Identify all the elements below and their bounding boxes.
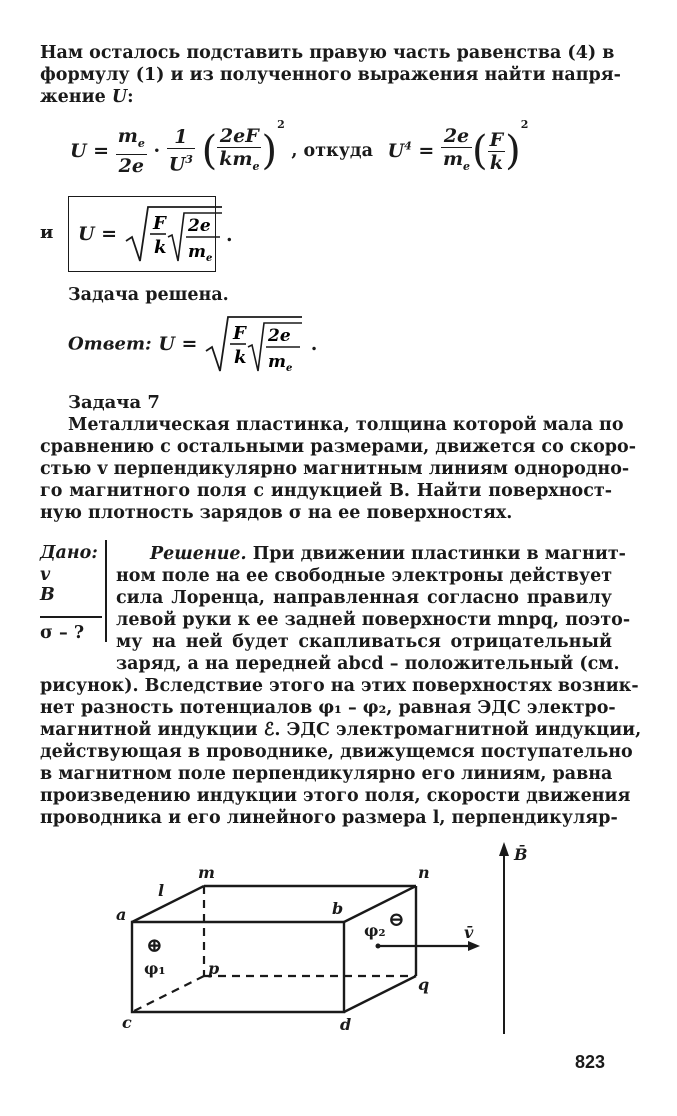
- label-l: l: [158, 881, 165, 900]
- label-b: b: [332, 899, 344, 918]
- fraction-me-2e: [116, 125, 147, 178]
- answer-nested-radical: [204, 313, 304, 375]
- solution-line-11: произведению индукции этого поля, скорости движения: [40, 786, 631, 806]
- answer-inner-num: 2e: [268, 326, 291, 346]
- rhs-frac-den: m: [442, 147, 464, 170]
- task-7-line-4: го магнитного поля с индукцией B. Найти поверхност-: [40, 481, 612, 501]
- fraction-F-k: [488, 129, 506, 174]
- frac-num-2eF: 2eF: [217, 125, 261, 148]
- formula-1-lhs: U =: [70, 140, 110, 162]
- frac-den-2e: 2e: [118, 155, 144, 178]
- given-find: σ – ?: [40, 623, 85, 643]
- frac-num-sub: e: [137, 136, 145, 150]
- intro-line-3-end: :: [127, 87, 134, 107]
- solution-line-1-rest: При движении пластинки в магнит-: [252, 544, 626, 564]
- page-number: 823: [574, 1052, 605, 1072]
- boxed-lhs: U =: [78, 223, 118, 245]
- multiply-dot: ·: [153, 140, 161, 162]
- answer-label: Ответ:: [68, 333, 152, 355]
- frac-den-sub: e: [252, 159, 260, 173]
- rhs-frac-den-sub: e: [463, 159, 471, 173]
- label-n: n: [418, 863, 430, 882]
- right-paren: ): [261, 128, 278, 174]
- label-phi-1: φ₁: [144, 959, 166, 978]
- task-solved: Задача решена.: [68, 285, 229, 305]
- label-c: c: [122, 1013, 132, 1032]
- rhs-paren-den: k: [489, 151, 503, 174]
- frac-num-1: 1: [167, 126, 195, 149]
- minus-charge-icon: ⊖: [388, 907, 405, 931]
- word-otkuda: , откуда: [291, 141, 373, 161]
- solution-line-9: действующая в проводнике, движущемся поступательно: [40, 742, 633, 762]
- frac-den-sup: 3: [185, 153, 193, 167]
- solution-line-7: нет разность потенциалов φ₁ – φ₂, равная ЭДС электро-: [40, 698, 616, 718]
- solution-indent-line-3: левой руки к ее задней поверхности mnpq, поэто-: [116, 610, 631, 630]
- rhs-u: U: [387, 140, 405, 163]
- label-v: v̄: [464, 923, 474, 942]
- solution-indent-line-2: сила Лоренца, направленная согласно правилу: [116, 588, 612, 608]
- task-7-line-3: стью v перпендикулярно магнитным линиям однородно-: [40, 459, 630, 479]
- label-d: d: [340, 1015, 352, 1034]
- solution-indent-line-4: му на ней будет скапливаться отрицательный: [116, 632, 612, 652]
- rhs-eq: =: [418, 140, 435, 162]
- frac-den-u: U: [168, 153, 186, 176]
- edge-p-c: [132, 976, 204, 1012]
- task-7-line-5: ную плотность зарядов σ на ее поверхностях.: [40, 503, 513, 523]
- given-vertical-rule: [105, 540, 107, 642]
- solution-label: Решение.: [150, 544, 247, 564]
- task-7-title: Задача 7: [68, 392, 160, 413]
- label-p: p: [208, 959, 220, 978]
- label-phi-2: φ₂: [364, 921, 386, 940]
- solution-line-8: магнитной индукции ℰ. ЭДС электромагнитной индукции,: [40, 720, 642, 740]
- intro-line-2: формулу (1) и из полученного выражения найти напря-: [40, 65, 621, 85]
- solution-line-6: рисунок). Вследствие этого на этих поверхностях возник-: [40, 676, 639, 696]
- solution-indent-line-1: ном поле на ее свободные электроны действует: [116, 566, 613, 586]
- velocity-arrow: [376, 941, 481, 951]
- solution-indent-line-5: заряд, а на передней abcd – положительный (см.: [116, 654, 620, 674]
- solution-line-1: [150, 543, 626, 565]
- plus-charge-icon: ⊕: [146, 933, 163, 957]
- label-q: q: [418, 975, 430, 994]
- given-divider: [40, 616, 102, 618]
- boxed-prefix-i: и: [40, 222, 54, 243]
- boxed-inner-num: 2e: [187, 216, 211, 236]
- boxed-formula: [78, 203, 224, 265]
- answer-inner-den: m: [268, 352, 287, 372]
- intro-line-1: Нам осталось подставить правую часть равенства (4) в: [40, 43, 615, 63]
- rhs-u-sup: 4: [404, 139, 412, 153]
- edge-d-q: [344, 976, 416, 1012]
- answer-outer-num: F: [233, 323, 246, 344]
- rhs-left-paren: (: [472, 128, 488, 174]
- edge-a-m: [132, 886, 204, 922]
- formula-1: [70, 118, 528, 177]
- rhs-right-paren: ): [505, 128, 521, 174]
- frac-num-m: m: [117, 124, 138, 147]
- answer-inner-den-sub: e: [286, 363, 293, 374]
- plate-box: [132, 886, 416, 1012]
- task-7-line-1: Металлическая пластинка, толщина которой мала по: [68, 415, 624, 435]
- b-field-arrow: [499, 842, 509, 1034]
- frac-den-km: km: [219, 147, 253, 170]
- boxed-suffix: .: [226, 224, 233, 246]
- fraction-2eF-kme: [217, 125, 261, 178]
- fraction-2e-me: [441, 125, 472, 178]
- boxed-outer-den: k: [153, 237, 167, 258]
- solution-line-10: в магнитном поле перпендикулярно его линиям, равна: [40, 764, 613, 784]
- edge-b-n: [344, 886, 416, 922]
- fraction-1-u3: [167, 126, 195, 175]
- label-a: a: [116, 905, 127, 924]
- hidden-edges: [132, 886, 416, 1012]
- rhs-paren-num: F: [489, 128, 504, 151]
- boxed-inner-den-sub: e: [205, 253, 213, 264]
- plate-figure: [100, 834, 540, 1044]
- boxed-outer-num: F: [152, 213, 166, 234]
- answer-lhs: U =: [158, 333, 198, 355]
- left-paren: (: [201, 128, 218, 174]
- task-7-line-2: сравнению с остальными размерами, движется со скоро-: [40, 437, 636, 457]
- rhs-frac-num: 2e: [441, 125, 472, 148]
- answer-suffix: .: [310, 333, 318, 355]
- intro-line-3: [40, 86, 612, 108]
- boxed-inner-den: m: [187, 242, 206, 262]
- intro-var-u: U: [111, 87, 128, 107]
- answer-outer-den: k: [234, 347, 247, 368]
- nested-radical: [124, 203, 224, 265]
- given-b: B: [40, 585, 55, 605]
- rhs-power-2: 2: [520, 118, 529, 131]
- intro-line-3-text: жение: [40, 87, 112, 107]
- given-v: v: [40, 565, 51, 585]
- given-label: Дано:: [40, 543, 98, 563]
- solution-line-12: проводника и его линейного размера l, перпендикуляр-: [40, 808, 618, 828]
- label-m: m: [198, 863, 215, 882]
- answer-formula: [68, 313, 317, 375]
- power-2: 2: [277, 118, 285, 131]
- label-b-field: B̄: [514, 845, 528, 864]
